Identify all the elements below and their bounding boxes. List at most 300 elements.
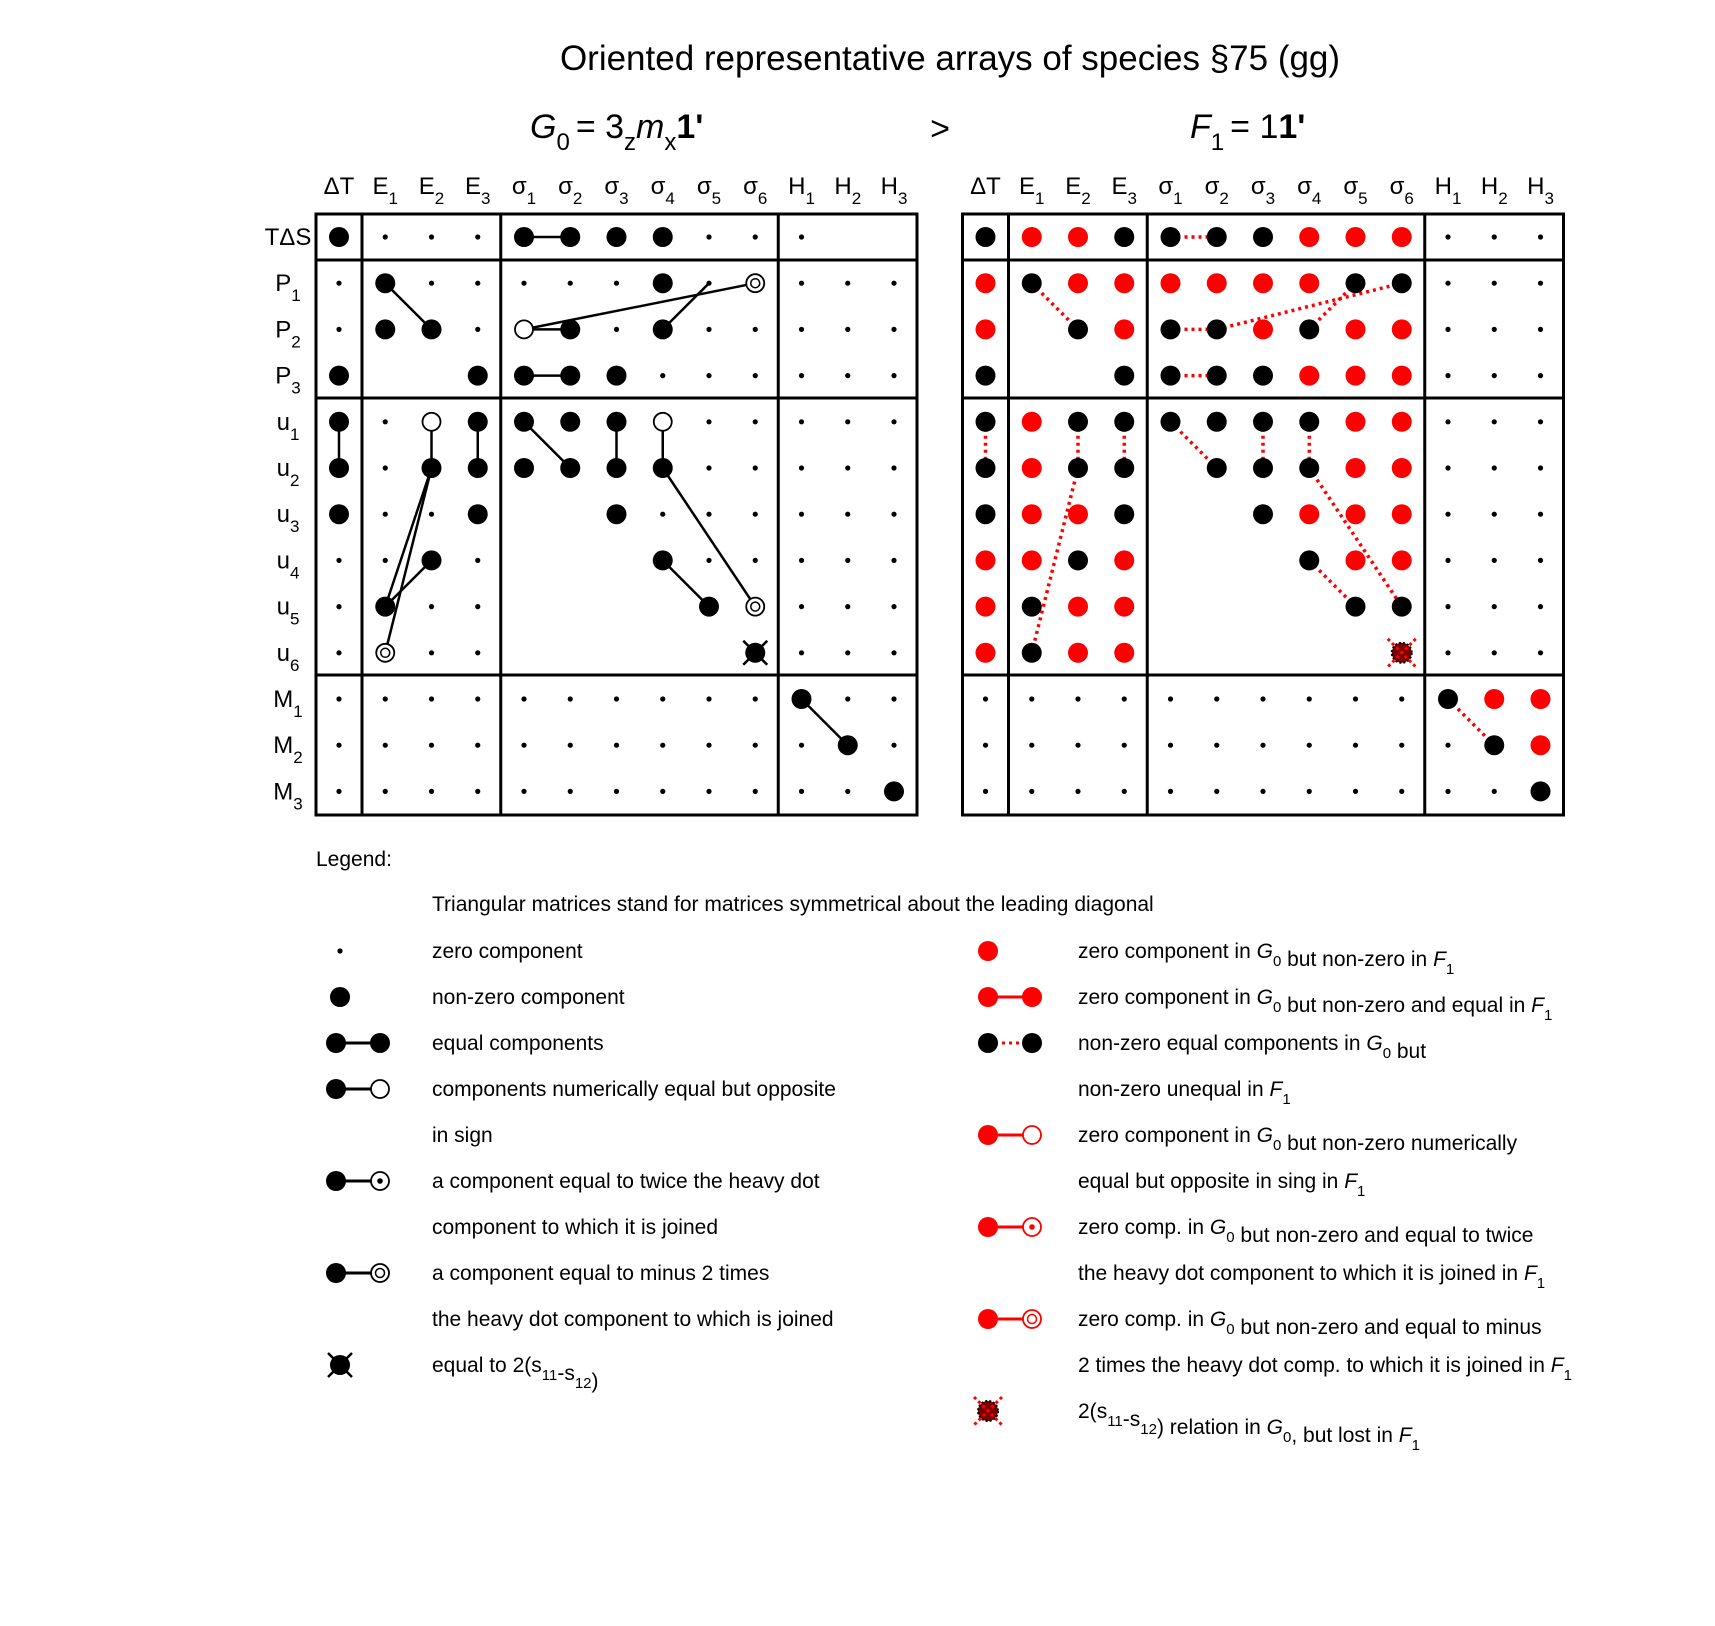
cell [1392, 273, 1412, 293]
zero-component [1492, 465, 1497, 470]
zero-component [1445, 327, 1450, 332]
cell [1392, 227, 1412, 247]
zero-component [706, 281, 711, 286]
minus-two-component-inner [376, 1269, 385, 1278]
column-label-main: σ [1389, 173, 1405, 200]
zero-component [753, 512, 758, 517]
cell [1161, 227, 1181, 247]
cell [838, 735, 858, 755]
zero-component [383, 512, 388, 517]
zero-component [475, 650, 480, 655]
cell [560, 366, 580, 386]
cell [329, 458, 349, 478]
row-label-main: u [276, 639, 290, 667]
cell [1299, 319, 1319, 339]
zero-component [1538, 327, 1543, 332]
left-group-eq: = 3 [575, 108, 625, 146]
zero-component [614, 281, 619, 286]
column-label-sub: 2 [572, 189, 583, 208]
legend-text: equal to 2( [432, 1354, 532, 1377]
zero-component [891, 281, 896, 286]
legend-item-text [432, 1032, 604, 1055]
zero-component [1122, 696, 1127, 701]
zero-component [1307, 696, 1312, 701]
cell [976, 319, 996, 339]
zero-component [1492, 650, 1497, 655]
zero-component [1445, 512, 1450, 517]
column-label-main: σ [696, 173, 712, 200]
zero-component [1445, 558, 1450, 563]
legend-text: - [1122, 1408, 1130, 1431]
cell [1253, 458, 1273, 478]
zero-component [429, 604, 434, 609]
cell [468, 458, 488, 478]
cell [1068, 319, 1088, 339]
zero-component [753, 696, 758, 701]
zero-component [1260, 696, 1265, 701]
cell [1531, 735, 1551, 755]
column-label-main: E [1065, 173, 1082, 200]
cell [515, 320, 533, 338]
zero-component [521, 696, 526, 701]
cell [1346, 412, 1366, 432]
zero-component [614, 743, 619, 748]
zero-component [1122, 743, 1127, 748]
zero-component [1353, 743, 1358, 748]
right-group-eq: = 1 [1230, 108, 1279, 146]
zero-component [799, 281, 804, 286]
legend-item-text [432, 1124, 493, 1147]
zero-component [429, 696, 434, 701]
row-label-sub: 5 [289, 609, 300, 629]
cell [1068, 273, 1088, 293]
legend-symbol-letter: G [1256, 940, 1273, 963]
cell [1114, 273, 1134, 293]
legend-text: 2( [1078, 1400, 1097, 1423]
zero-component [799, 558, 804, 563]
row-label-sub: 2 [293, 748, 303, 768]
cell [422, 319, 442, 339]
cell [976, 227, 996, 247]
cell [514, 412, 534, 432]
zero-component [1492, 558, 1497, 563]
cell [422, 458, 442, 478]
cell [1392, 597, 1412, 617]
zero-component [891, 650, 896, 655]
legend-text: ) relation in [1156, 1416, 1267, 1439]
column-label-sub: 3 [1265, 189, 1276, 208]
legend-symbol-letter: F [1523, 1262, 1537, 1285]
row-label-main: u [276, 501, 290, 529]
column-label-sub: 3 [619, 189, 629, 208]
legend-symbol-letter: F [1531, 994, 1544, 1017]
row-label-main: P [275, 270, 292, 298]
cell [1531, 689, 1551, 709]
cell [1346, 550, 1366, 570]
zero-component [429, 234, 434, 239]
cell [792, 689, 812, 709]
legend-item-text [432, 1078, 836, 1101]
zero-component [753, 234, 758, 239]
cell [1253, 227, 1273, 247]
zero-component [1214, 789, 1219, 794]
cell [1114, 319, 1134, 339]
cell [375, 597, 395, 617]
cell [1392, 412, 1412, 432]
row-label-sub: 4 [289, 563, 300, 583]
zero-component [475, 743, 480, 748]
zero-component [1399, 743, 1404, 748]
zero-component [1538, 373, 1543, 378]
column-label-main: σ [1297, 173, 1312, 200]
zero-component [475, 281, 480, 286]
legend-symbol-sub: 1 [1536, 1275, 1546, 1292]
cell [1346, 504, 1366, 524]
row-label-sub: 1 [291, 286, 301, 306]
zero-component [429, 650, 434, 655]
zero-component [753, 789, 758, 794]
cell [1068, 597, 1088, 617]
legend-text: but non-zero in [1281, 948, 1434, 971]
cell [468, 504, 488, 524]
cell [514, 366, 534, 386]
cell [560, 227, 580, 247]
zero-component [1168, 743, 1173, 748]
zero-component [799, 373, 804, 378]
column-label-sub: 6 [757, 189, 768, 208]
zero-component [614, 327, 619, 332]
zero-component [660, 696, 665, 701]
zero-component [845, 512, 850, 517]
cell [607, 412, 627, 432]
column-label-sub: 1 [526, 189, 537, 208]
zero-component [845, 558, 850, 563]
zero-component [1538, 650, 1543, 655]
cell [1253, 366, 1273, 386]
cell [1392, 366, 1412, 386]
cell [653, 319, 673, 339]
zero-component [845, 373, 850, 378]
zero-component [1445, 789, 1450, 794]
minus-two-component-inner [751, 602, 760, 611]
legend-symbol-sub: 0 [1226, 1229, 1235, 1246]
legend-text: but [1391, 1040, 1427, 1063]
zero-component [568, 789, 573, 794]
column-label-sub: 1 [805, 189, 815, 208]
cell [1161, 319, 1181, 339]
zero-component [845, 789, 850, 794]
legend-left-dot [978, 1125, 998, 1145]
cell [976, 550, 996, 570]
legend-symbol-letter: G [1209, 1216, 1227, 1239]
legend-left-dot [326, 1263, 346, 1283]
legend-text: zero component [432, 940, 583, 963]
left-group-m: m [636, 108, 665, 146]
zero-component [706, 558, 711, 563]
row-label-main: u [276, 593, 290, 621]
zero-component [1492, 373, 1497, 378]
legend-text: 2 times the heavy dot comp. to which it is joined in [1078, 1354, 1551, 1377]
legend-text: but non-zero and equal to twice [1234, 1224, 1534, 1247]
zero-component [799, 234, 804, 239]
zero-component [1538, 234, 1543, 239]
row-label-sub: 3 [291, 378, 301, 398]
cell [1392, 319, 1412, 339]
minus-two-component-inner [751, 279, 760, 288]
legend-text: zero comp. in [1078, 1308, 1210, 1331]
legend-s: s [1129, 1408, 1141, 1431]
cell [468, 366, 488, 386]
cell [1022, 227, 1042, 247]
cell [1346, 366, 1366, 386]
zero-component [1492, 604, 1497, 609]
legend-symbol-sub: 1 [1411, 1437, 1420, 1454]
zero-component [706, 419, 711, 424]
legend-symbol-sub: 1 [1543, 1007, 1553, 1024]
zero-component [706, 743, 711, 748]
legend-text: but non-zero numerically [1281, 1132, 1518, 1155]
zero-component [1492, 419, 1497, 424]
zero-component [1445, 234, 1450, 239]
legend-right-dot [1022, 1033, 1042, 1053]
legend-text: non-zero component [432, 986, 625, 1009]
zero-component [706, 696, 711, 701]
column-label-sub: 5 [711, 189, 722, 208]
zero-component [1029, 789, 1034, 794]
row-label-sub: 6 [289, 655, 300, 675]
zero-component [1353, 789, 1358, 794]
column-label-main: H [1480, 173, 1499, 200]
zero-component [1445, 743, 1450, 748]
zero-component [1445, 650, 1450, 655]
column-label-main: H [1434, 173, 1452, 200]
cell [1114, 458, 1134, 478]
zero-component [1075, 743, 1080, 748]
zero-component [475, 327, 480, 332]
cell [1161, 273, 1181, 293]
zero-component [475, 558, 480, 563]
legend-s-sub: 11 [541, 1367, 558, 1384]
legend-s: s [564, 1362, 575, 1385]
legend-symbol-sub: 1 [1445, 961, 1455, 978]
column-label-main: σ [1158, 173, 1174, 200]
cell [423, 413, 441, 431]
zero-component [1168, 789, 1173, 794]
cell [1207, 458, 1227, 478]
zero-component [891, 465, 896, 470]
zero-component [706, 512, 711, 517]
cell [1299, 412, 1319, 432]
zero-component [336, 696, 341, 701]
zero-component [383, 558, 388, 563]
zero-component [845, 465, 850, 470]
row-label-main: M [273, 732, 294, 760]
cell [514, 458, 534, 478]
column-label-main: σ [1343, 173, 1359, 200]
legend-symbol-sub: 0 [1226, 1321, 1235, 1338]
column-label-main: σ [650, 173, 666, 200]
cell [1207, 412, 1227, 432]
zero-component [891, 604, 896, 609]
cell [1207, 273, 1227, 293]
zero-component [706, 373, 711, 378]
zero-component [983, 789, 988, 794]
zero-component [521, 281, 526, 286]
zero-component [1538, 604, 1543, 609]
legend-left-dot [326, 1033, 346, 1053]
cell [1253, 273, 1273, 293]
legend-symbol-sub: 0 [1283, 1429, 1292, 1446]
zero-component [753, 419, 758, 424]
row-label-main: u [276, 455, 290, 482]
legend-symbol-sub: 0 [1272, 953, 1282, 970]
legend-symbol-letter: G [1256, 1124, 1273, 1147]
zero-component [1538, 281, 1543, 286]
legend-heading: Legend: [316, 848, 392, 871]
column-label-main: H [834, 173, 852, 200]
legend-symbol-letter: F [1344, 1170, 1358, 1193]
legend-left-dot [978, 987, 998, 1007]
cell [653, 458, 673, 478]
cell [976, 643, 996, 663]
zero-component [753, 373, 758, 378]
legend-left-dot [326, 1079, 346, 1099]
cell [699, 597, 719, 617]
legend-symbol-letter: F [1433, 948, 1446, 971]
zero-component [891, 558, 896, 563]
legend-symbol-letter: G [1366, 1032, 1383, 1055]
zero-component [799, 650, 804, 655]
cell [1392, 458, 1412, 478]
cell [1346, 597, 1366, 617]
legend-s-sub: 12 [1140, 1421, 1157, 1438]
left-group-x: x [664, 129, 677, 156]
zero-component [383, 419, 388, 424]
zero-component [706, 234, 711, 239]
cell [1392, 504, 1412, 524]
cell [1299, 458, 1319, 478]
zero-component [383, 743, 388, 748]
legend-text: equal components [432, 1032, 604, 1055]
legend-left-dot [978, 1033, 998, 1053]
zero-component [753, 743, 758, 748]
column-label-main: E [1019, 173, 1036, 200]
zero-component [1168, 696, 1173, 701]
zero-component [475, 696, 480, 701]
zero-component [429, 789, 434, 794]
cell [607, 366, 627, 386]
zero-component [1029, 743, 1034, 748]
zero-component [1445, 281, 1450, 286]
cell [976, 273, 996, 293]
zero-component [383, 465, 388, 470]
zero-component [753, 558, 758, 563]
row-label-sub: 2 [291, 332, 301, 352]
right-group-one: 1' [1278, 108, 1306, 146]
zero-component [475, 789, 480, 794]
cell [375, 273, 395, 293]
legend-s-sub: 11 [1107, 1413, 1123, 1430]
cell [976, 597, 996, 617]
cell [1161, 412, 1181, 432]
legend-symbol-letter: F [1550, 1354, 1564, 1377]
cell [1114, 504, 1134, 524]
cell [560, 319, 580, 339]
column-label-sub: 4 [1311, 189, 1322, 208]
legend-right-dot [371, 1080, 389, 1098]
zero-component [1075, 696, 1080, 701]
zero-component [891, 512, 896, 517]
zero-component [336, 604, 341, 609]
left-group-z: z [624, 129, 637, 156]
cell [1253, 504, 1273, 524]
cell [1068, 504, 1088, 524]
zero-component [891, 696, 896, 701]
cell [1484, 735, 1504, 755]
zero-component [1538, 558, 1543, 563]
legend-text: the heavy dot component to which is joined [432, 1308, 834, 1331]
column-label-sub: 3 [1127, 189, 1137, 208]
zero-component [753, 465, 758, 470]
zero-component [1492, 281, 1497, 286]
legend-red-dot [978, 941, 998, 961]
zero-component [568, 696, 573, 701]
zero-component [845, 650, 850, 655]
column-label-main: H [880, 173, 898, 200]
legend-symbol-sub: 1 [1282, 1091, 1291, 1108]
legend-text: equal but opposite in sing in [1078, 1170, 1345, 1193]
cell [1346, 227, 1366, 247]
legend-symbol-letter: G [1256, 986, 1273, 1009]
zero-component [336, 558, 341, 563]
right-group-F-sub: 1 [1210, 129, 1225, 156]
cell [1346, 273, 1366, 293]
cell [976, 366, 996, 386]
zero-component [383, 234, 388, 239]
row-label-main: P [275, 362, 292, 390]
zero-component [845, 604, 850, 609]
cell [329, 504, 349, 524]
legend-s-sub: 12 [574, 1375, 592, 1392]
zero-component [521, 743, 526, 748]
legend-text: , but lost in [1291, 1424, 1399, 1447]
row-label-sub: 1 [289, 424, 300, 444]
cell [1207, 227, 1227, 247]
zero-component [891, 419, 896, 424]
legend-text: a component equal to minus 2 times [432, 1262, 770, 1285]
zero-component [706, 465, 711, 470]
zero-component [1260, 743, 1265, 748]
column-label-main: σ [511, 173, 527, 200]
cell [1299, 227, 1319, 247]
zero-component [660, 512, 665, 517]
legend-s: s [1096, 1400, 1108, 1423]
zero-component [1399, 696, 1404, 701]
column-label-sub: 5 [1358, 189, 1368, 208]
legend-left-dot [326, 1171, 346, 1191]
cell [1161, 366, 1181, 386]
zero-component [891, 743, 896, 748]
column-label-main: σ [558, 173, 573, 200]
cell [1114, 550, 1134, 570]
cell [1114, 643, 1134, 663]
cell [1253, 319, 1273, 339]
zero-component [429, 743, 434, 748]
cell [1114, 597, 1134, 617]
zero-component [614, 696, 619, 701]
zero-component [568, 281, 573, 286]
column-label-sub: 2 [434, 189, 445, 208]
